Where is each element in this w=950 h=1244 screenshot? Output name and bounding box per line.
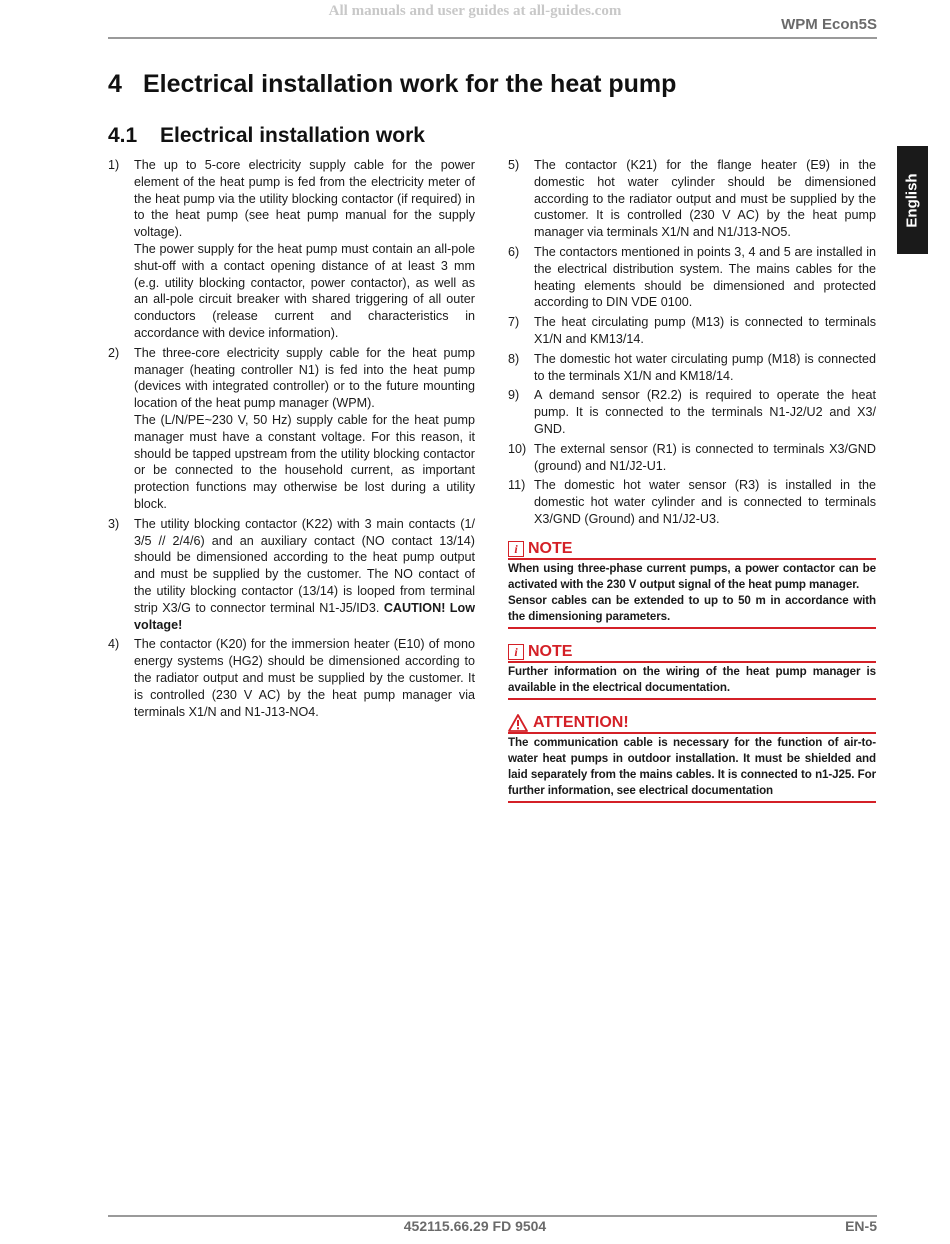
left-column	[108, 157, 475, 723]
item-text: The contactor (K20) for the immersion heater (E10) of mono energy systems (HG2) should be dimensioned according to the radiator output and must be supplied by the customer. It is controlled (230 V AC) by the heat pump manager via terminals X1/N and N1-J13-NO4.	[134, 637, 475, 719]
language-tab	[897, 146, 928, 254]
item-number: 6)	[508, 244, 520, 259]
section-number: 4	[108, 70, 122, 98]
item-text: The up to 5-core electricity supply cable for the power element of the heat pump is fed from the electricity meter of the heat pump via the utility blocking contactor (if required) in to the heat pump (see heat pump manual for the supply voltage).	[134, 158, 475, 240]
list-item	[508, 157, 876, 241]
note-paragraph: Sensor cables can be extended to up to 50 m in accordance with the dimensioning parameters.	[508, 593, 876, 623]
item-text: The contactors mentioned in points 3, 4 and 5 are installed in the electrical distribution system. The mains cables for the heating elements should be dimensioned and protected according to DIN VDE 0100.	[534, 244, 876, 310]
doc-title: WPM Econ5S	[781, 16, 877, 33]
section-heading	[108, 70, 676, 99]
item-text: A demand sensor (R2.2) is required to operate the heat pump. It is connected to the terminals N1-J2/U2 and X3/ GND.	[534, 388, 876, 436]
item-number: 5)	[508, 158, 520, 172]
attention-box	[508, 714, 876, 803]
list-item	[508, 314, 876, 348]
item-text: The heat circulating pump (M13) is connected to terminals X1/N and KM13/14.	[534, 315, 876, 346]
list-item	[108, 636, 475, 720]
list-item	[508, 387, 876, 437]
item-text: The domestic hot water circulating pump (M18) is connected to the terminals X1/N and KM18/14.	[534, 351, 876, 383]
attention-heading	[508, 714, 876, 732]
item-text-main: The utility blocking contactor (K22) with 3 main contacts (1/ 3/5 // 2/4/6) and an auxiliary contact (NO contact 13/14) should be dimensioned according to the heat pump output and must be supplied by the customer. The NO contact of the utility blocking contactor (13/14) is looped from terminal strip X3/G to connector terminal N1-J5/ID3.	[134, 516, 475, 615]
item-text: The (L/N/PE~230 V, 50 Hz) supply cable for the heat pump manager must have a constant voltage. For this reason, it should be tapped upstream from the utility blocking contactor or be connected to the household current, as important protection functions may otherwise be lost during a utility block.	[134, 412, 475, 511]
note-text	[508, 560, 876, 627]
note-box-1	[508, 540, 876, 629]
warning-triangle-icon	[508, 714, 528, 732]
list-item	[508, 477, 876, 527]
item-text: The three-core electricity supply cable for the heat pump manager (heating controller N1) is fed into the heat pump (devices with integrated controller) or to the future mounting location of the heat pump manager (WPM).	[134, 345, 475, 411]
right-column	[508, 157, 876, 803]
footer-doc-code: 452115.66.29 FD 9504	[403, 1218, 547, 1234]
note-bottom-rule	[508, 698, 876, 700]
info-icon: i	[508, 644, 524, 660]
subsection-number: 4.1	[108, 124, 138, 147]
note-heading	[508, 540, 876, 558]
note-box-2	[508, 643, 876, 700]
note-bottom-rule	[508, 627, 876, 629]
attention-paragraph: The communication cable is necessary for the function of air-to-water heat pumps in outdoor installation. It must be shielded and laid separately from the mains cables. It is connected to n1-J25. For further information, see electrical documentation	[508, 735, 876, 797]
note-heading-label: NOTE	[528, 539, 573, 557]
item-number: 4)	[108, 637, 120, 652]
list-item	[508, 244, 876, 311]
note-heading-label: NOTE	[528, 642, 573, 660]
item-text: The external sensor (R1) is connected to terminals X3/GND (ground) and N1/J2-U1.	[534, 441, 876, 473]
item-number: 11)	[508, 478, 526, 493]
section-title: Electrical installation work for the heat pump	[143, 70, 677, 98]
page-number: EN-5	[845, 1218, 877, 1234]
watermark: All manuals and user guides at all-guides.com	[328, 3, 622, 19]
item-number: 7)	[508, 315, 520, 330]
item-number: 2)	[108, 345, 120, 360]
list-item	[108, 516, 475, 634]
attention-text	[508, 734, 876, 801]
item-number: 9)	[508, 388, 520, 403]
item-number: 1)	[108, 158, 120, 172]
note-heading	[508, 643, 876, 661]
list-item	[508, 441, 876, 475]
language-tab-label: English	[904, 172, 922, 228]
caution-text: CAUTION! Low voltage!	[134, 600, 475, 632]
note-text	[508, 663, 876, 698]
item-number: 10)	[508, 441, 527, 456]
subsection-heading	[108, 124, 425, 148]
item-text: The contactor (K21) for the flange heater (E9) in the domestic hot water cylinder should be dimensioned according to the radiator output and must be supplied by the customer. It is controlled (230 V AC) by the heat pump manager via terminals X1/N and N1/J13-NO5.	[534, 158, 876, 240]
note-paragraph: When using three-phase current pumps, a power contactor can be activated with the 230 V output signal of the heat pump manager.	[508, 561, 876, 591]
list-item	[108, 345, 475, 513]
header-rule	[108, 37, 877, 39]
subsection-title: Electrical installation work	[160, 124, 425, 147]
attention-bottom-rule	[508, 801, 876, 803]
item-text	[134, 516, 475, 634]
footer-rule	[108, 1215, 877, 1217]
item-text: The domestic hot water sensor (R3) is installed in the domestic hot water cylinder and is connected to terminals X3/GND (Ground) and N1/J2-U3.	[534, 478, 876, 526]
info-icon: i	[508, 541, 524, 557]
list-item	[108, 157, 475, 342]
note-paragraph: Further information on the wiring of the heat pump manager is available in the electrical documentation.	[508, 664, 876, 694]
attention-heading-label: ATTENTION!	[533, 713, 629, 731]
list-item	[508, 351, 876, 385]
item-number: 3)	[108, 516, 120, 531]
item-number: 8)	[508, 351, 520, 366]
item-text: The power supply for the heat pump must contain an all-pole shut-off with a contact opening distance of at least 3 mm (e.g. utility blocking contactor, power contactor), as well as an all-pole circuit breaker with shared triggering of all outer conductors (release current and characteristics in accordance with device information).	[134, 241, 475, 340]
